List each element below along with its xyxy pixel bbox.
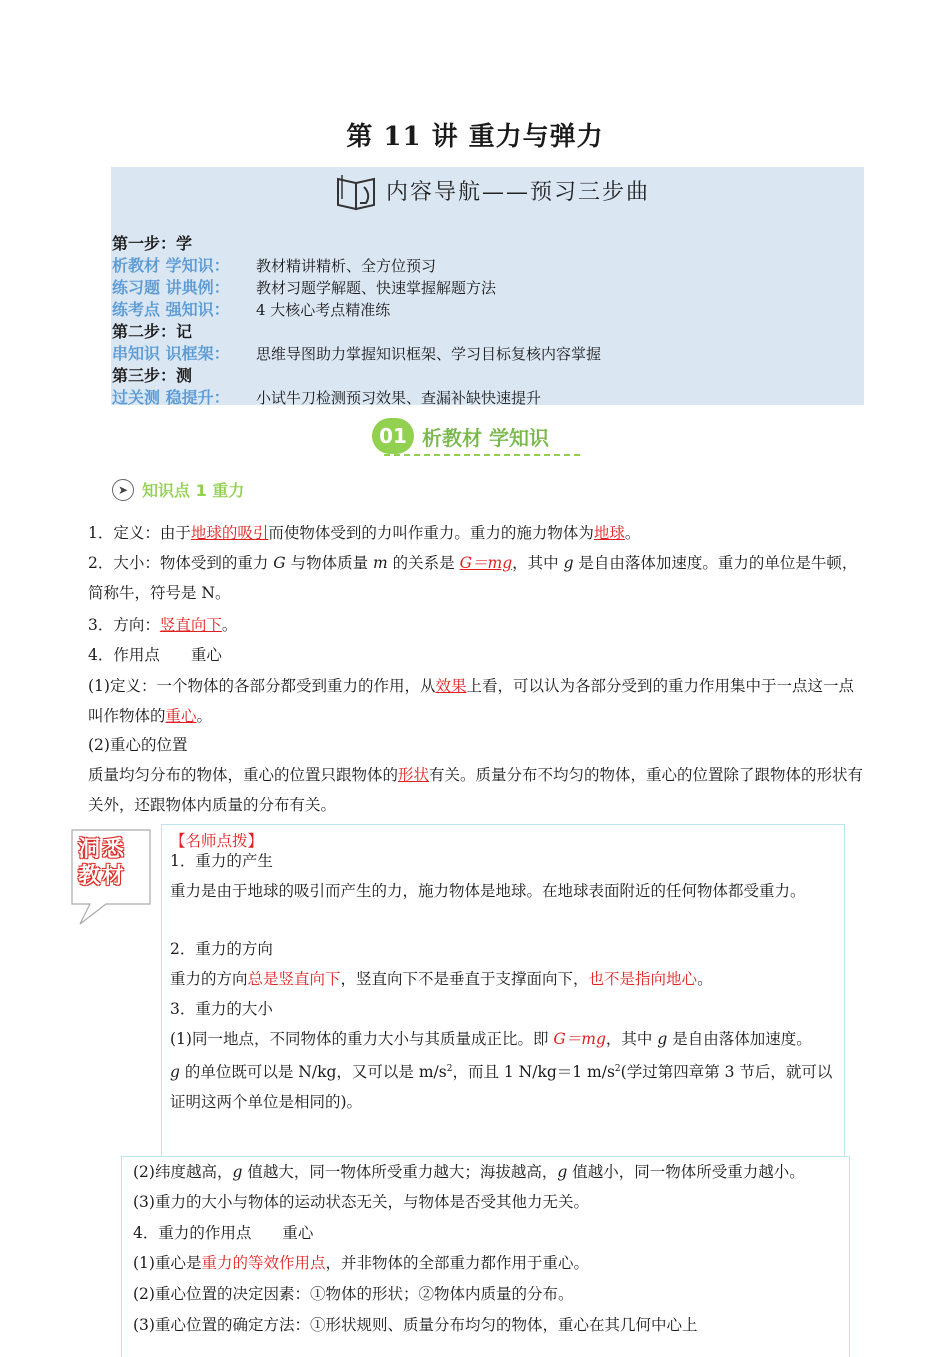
nav-row-tag: 串知识 识框架： (112, 344, 230, 363)
nav-row-tag: 练考点 强知识： (112, 300, 230, 319)
tip-line: (1)重心是重力的等效作用点，并非物体的全部重力都作用于重心。 (133, 1254, 589, 1272)
step-two: 第二步：记 (112, 322, 193, 341)
section-heading (372, 418, 549, 454)
paragraph: 质量均匀分布的物体，重心的位置只跟物体的形状有关。质量分布不均匀的物体，重心的位置除了跟物体的形状有关外，还跟物体内质量的分布有关。 (88, 766, 864, 814)
paragraph: 3．方向：竖直向下。 (88, 616, 238, 634)
nav-row-text: 小试牛刀检测预习效果、查漏补缺快速提升 (256, 389, 542, 407)
navigation-header-text: 内容导航——预习三步曲 (386, 179, 651, 205)
step-three: 第三步：测 (112, 366, 193, 385)
tip-line: 1．重力的产生 (170, 852, 273, 870)
nav-row-tag: 析教材 学知识： (112, 256, 230, 275)
stamp-text: 洞悉教材 (78, 837, 127, 889)
nav-row (112, 341, 601, 364)
tip-line: (3)重心位置的确定方法：①形状规则、质量分布均匀的物体，重心在其几何中心上 (133, 1316, 698, 1334)
nav-row-text: 4 大核心考点精准练 (256, 301, 391, 319)
section-divider (384, 454, 580, 456)
paragraph: 1．定义：由于地球的吸引而使物体受到的力叫作重力。重力的施力物体为地球。 (88, 524, 641, 542)
tip-line: g 的单位既可以是 N/kg，又可以是 $m/s^2$，而且 1 N/kg＝1 $m/s^2$(学过第四章第 3 节后，就可以证明这两个单位是相同的)。 (170, 1063, 833, 1112)
section-number: 01 (372, 418, 414, 454)
arrow-circle-icon: ➤ (112, 479, 134, 501)
tip-line: 4．重力的作用点 重心 (133, 1224, 314, 1242)
tip-heading: 【名师点拨】 (170, 832, 264, 850)
book-icon (334, 169, 380, 211)
navigation-header (334, 168, 650, 212)
tip-line: (2)重心位置的决定因素：①物体的形状；②物体内质量的分布。 (133, 1285, 574, 1303)
nav-row-text: 思维导图助力掌握知识框架、学习目标复核内容掌握 (256, 345, 602, 363)
nav-row (112, 385, 541, 408)
paragraph: 4．作用点 重心 (88, 646, 222, 664)
nav-row-tag: 练习题 讲典例： (112, 278, 230, 297)
nav-row-tag: 过关测 稳提升： (112, 388, 230, 407)
tip-line: 重力是由于地球的吸引而产生的力，施力物体是地球。在地球表面附近的任何物体都受重力。 (170, 882, 806, 900)
tip-line: (3)重力的大小与物体的运动状态无关，与物体是否受其他力无关。 (133, 1193, 589, 1211)
section-label: 析教材 学知识 (422, 425, 549, 450)
insight-stamp (70, 828, 152, 910)
tip-line: 重力的方向总是竖直向下，竖直向下不是垂直于支撑面向下，也不是指向地心。 (170, 970, 713, 988)
knowledge-point-heading (112, 478, 244, 501)
nav-row-text: 教材精讲精析、全方位预习 (256, 257, 437, 275)
paragraph: (1)定义：一个物体的各部分都受到重力的作用，从效果上看，可以认为各部分受到的重力作用集中于一点这一点叫作物体的重心。 (88, 677, 854, 725)
nav-row (112, 253, 436, 276)
paragraph: (2)重心的位置 (88, 736, 188, 754)
tip-line: 3．重力的大小 (170, 1000, 273, 1018)
nav-row-text: 教材习题学解题、快速掌握解题方法 (256, 279, 497, 297)
tip-line: (1)同一地点，不同物体的重力大小与其质量成正比。即 G＝mg，其中 g 是自由落体加速度。 (170, 1030, 812, 1048)
nav-row (112, 275, 496, 298)
paragraph: 2．大小：物体受到的重力 G 与物体质量 m 的关系是 G＝mg，其中 g 是自由落体加速度。重力的单位是牛顿，简称牛，符号是 N。 (88, 554, 858, 602)
tip-line: (2)纬度越高，g 值越大，同一物体所受重力越大；海拔越高，g 值越小，同一物体所受重力越小。 (133, 1163, 805, 1181)
step-one: 第一步：学 (112, 234, 193, 253)
knowledge-point-label: 知识点 1 重力 (142, 481, 245, 500)
page-title: 第 11 讲 重力与弹力 (346, 122, 604, 152)
tip-line: 2．重力的方向 (170, 940, 273, 958)
nav-row (112, 297, 390, 320)
